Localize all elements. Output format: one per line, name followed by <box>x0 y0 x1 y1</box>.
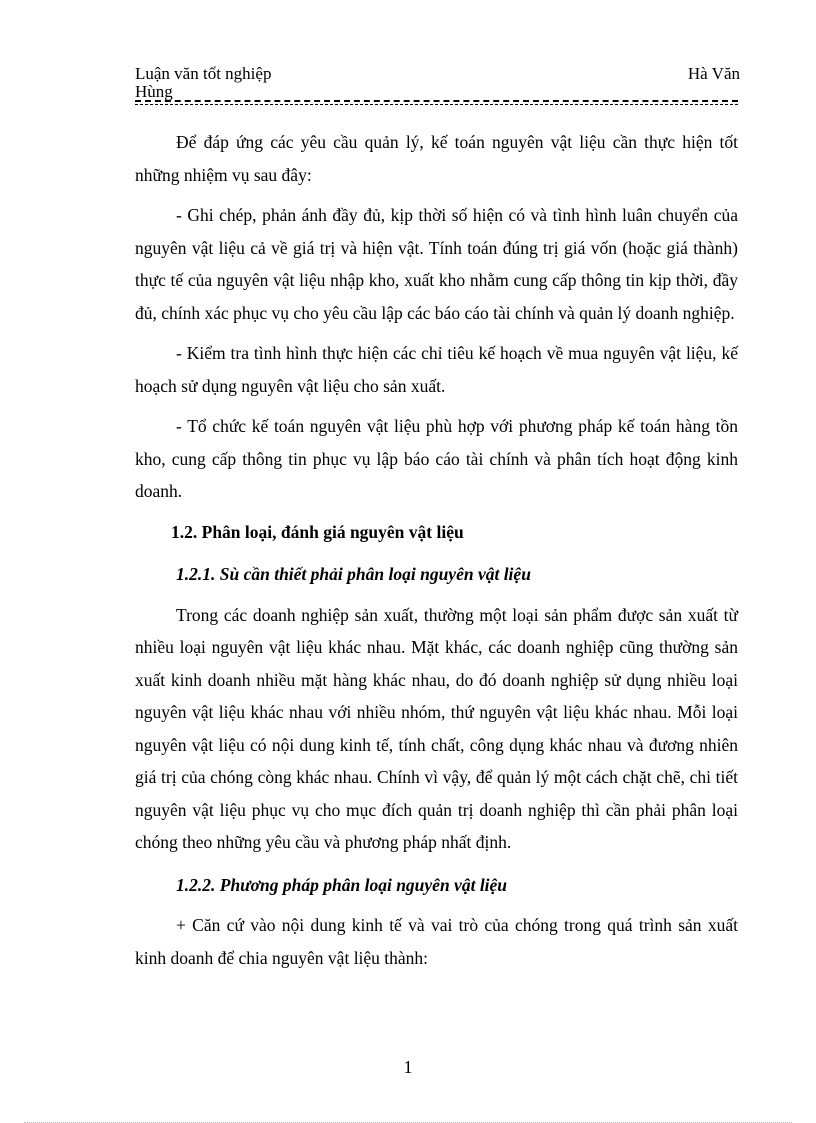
subsection-heading-1: 1.2.1. Sù cần thiết phải phân loại nguyên vật liệu <box>176 564 531 584</box>
paragraph-task-2: - Kiểm tra tình hình thực hiện các chỉ tiêu kế hoạch về mua nguyên vật liệu, kế hoạch sử dụng nguyên vật liệu cho sản xuất. <box>135 343 738 396</box>
header-divider <box>135 100 738 102</box>
header-title: Luận văn tốt nghiệp <box>135 64 272 83</box>
subsection-heading-2: 1.2.2. Phương pháp phân loại nguyên vật liệu <box>176 874 508 895</box>
running-header <box>135 64 740 104</box>
header-author-continued: Hùng <box>135 82 173 101</box>
paragraph-classification-need: Trong các doanh nghiệp sản xuất, thường một loại sản phẩm được sản xuất từ nhiều loại nguyên vật liệu khác nhau. Mặt khác, các doanh nghiệp cũng thường sản xuất kinh doanh nhiều mặt hàng khác nhau, do đó doanh nghiệp sử dụng nhiều loại nguyên vật liệu khác nhau với nhiều nhóm, thứ nguyên vật liệu khác nhau. Mỗi loại nguyên vật liệu có nội dung kinh tế, tính chất, công dụng khác nhau và đương nhiên giá trị của chóng còng khác nhau. Chính vì vậy, để quản lý một cách chặt chẽ, chi tiết nguyên vật liệu phục vụ cho mục đích quản trị doanh nghiệp thì cần phải phân loại chóng theo những yêu cầu và phương pháp nhất định. <box>135 604 738 852</box>
paragraph-classification-method: + Căn cứ vào nội dung kinh tế và vai trò của chóng trong quá trình sản xuất kinh doanh để chia nguyên vật liệu thành: <box>135 915 738 968</box>
header-author: Hà Văn <box>687 64 740 83</box>
page-body <box>135 126 738 974</box>
section-heading: 1.2. Phân loại, đánh giá nguyên vật liệu <box>171 521 464 542</box>
paragraph-task-1: - Ghi chép, phản ánh đầy đủ, kịp thời số hiện có và tình hình luân chuyển của nguyên vật liệu cả về giá trị và hiện vật. Tính toán đúng trị giá vốn (hoặc giá thành) thực tế của nguyên vật liệu nhập kho, xuất kho nhằm cung cấp thông tin kịp thời, đầy đủ, chính xác phục vụ cho yêu cầu lập các báo cáo tài chính và quản lý doanh nghiệp. <box>135 205 738 323</box>
paragraph-task-3: - Tổ chức kế toán nguyên vật liệu phù hợp với phương pháp kế toán hàng tồn kho, cung cấp thông tin phục vụ lập báo cáo tài chính và phân tích hoạt động kinh doanh. <box>135 416 738 501</box>
header-divider-secondary <box>135 104 738 105</box>
page-number: 1 <box>403 1057 413 1077</box>
paragraph-intro: Để đáp ứng các yêu cầu quản lý, kế toán nguyên vật liệu cần thực hiện tốt những nhiệm vụ sau đây: <box>135 132 738 185</box>
